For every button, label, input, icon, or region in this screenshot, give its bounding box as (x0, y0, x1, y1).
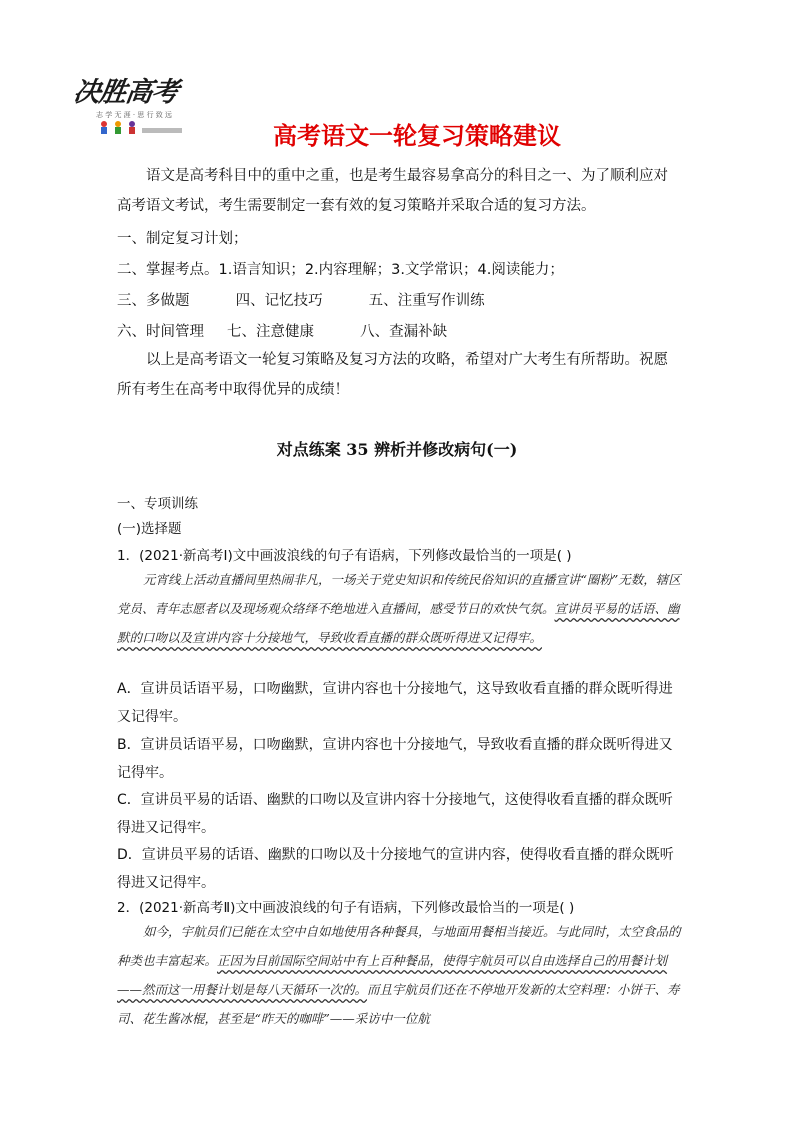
intro-item-2: 二、掌握考点。1.语言知识；2.内容理解；3.文学常识；4.阅读能力； (117, 262, 564, 278)
exercise-title: 对点练案 35 辨析并修改病句(一) (276, 440, 518, 459)
wavy-underlined-sentence: 正因为目前国际空间站中有上百种餐品，使得宇航员可以自由选择自己的用餐计划——然而这一用餐计划是每八天循环一次的。 (117, 953, 668, 997)
passage-text: 元宵线上活动直播间里热闹非凡，一场关于党史知识和传统民俗知识的直播宣讲“圈粉”无数，辖区党员、青年志愿者以及现场观众络绎不绝地进入直播间，感受节日的欢快气氛。 (117, 572, 681, 616)
intro-item-3: 三、多做题 四、记忆技巧 五、注重写作训练 (117, 293, 485, 309)
question-1-stem: 1．(2021·新高考Ⅰ)文中画波浪线的句子有语病，下列修改最恰当的一项是( ) (117, 548, 572, 564)
option-b[interactable]: B．宣讲员话语平易，口吻幽默，宣讲内容也十分接地气，导致收看直播的群众既听得进又记得牢。 (117, 737, 673, 781)
option-a[interactable]: A．宣讲员话语平易，口吻幽默，宣讲内容也十分接地气，这导致收看直播的群众既听得进又记得牢。 (117, 681, 673, 725)
intro-item-4: 六、时间管理 七、注意健康 八、查漏补缺 (117, 324, 448, 340)
subsection-heading: (一)选择题 (117, 521, 182, 537)
option-d[interactable]: D．宣讲员平易的话语、幽默的口吻以及十分接地气的宣讲内容，使得收看直播的群众既听得进又记得牢。 (117, 847, 674, 891)
conclusion-paragraph: 以上是高考语文一轮复习策略及复习方法的攻略，希望对广大考生有所帮助。祝愿所有考生在高考中取得优异的成绩！ (117, 352, 668, 398)
section-heading: 一、专项训练 (117, 496, 198, 512)
passage-text: 如今，宇航员们已能在太空中自如地使用各种餐具，与地面用餐相当接近。与此同时，太空食品的种类也丰富起来。 (117, 924, 681, 968)
logo-tagline: 志 学 无 涯 · 思 行 致 远 (96, 111, 173, 119)
logo-text: 决胜高考 (71, 77, 180, 108)
question-2-stem: 2．(2021·新高考Ⅱ)文中画波浪线的句子有语病，下列修改最恰当的一项是( ) (117, 900, 575, 916)
option-c[interactable]: C．宣讲员平易的话语、幽默的口吻以及宣讲内容十分接地气，这使得收看直播的群众既听得进又记得牢。 (117, 792, 673, 836)
intro-paragraph: 语文是高考科目中的重中之重，也是考生最容易拿高分的科目之一、为了顺利应对高考语文考试，考生需要制定一套有效的复习策略并采取合适的复习方法。 (117, 168, 668, 214)
question-2-passage (117, 917, 682, 1033)
question-1-passage (117, 565, 682, 652)
wavy-underlined-sentence: 宣讲员平易的话语、幽默的口吻以及宣讲内容十分接地气，导致收看直播的群众既听得进又记得牢。 (117, 601, 680, 645)
passage-text: 而且宇航员们还在不停地开发新的太空料理：小饼干、寿司、花生酱冰棍，甚至是“昨天的咖啡”——采访中一位航 (117, 982, 680, 1026)
page-title: 高考语文一轮复习策略建议 (273, 122, 561, 150)
intro-item-1: 一、制定复习计划； (117, 231, 248, 247)
